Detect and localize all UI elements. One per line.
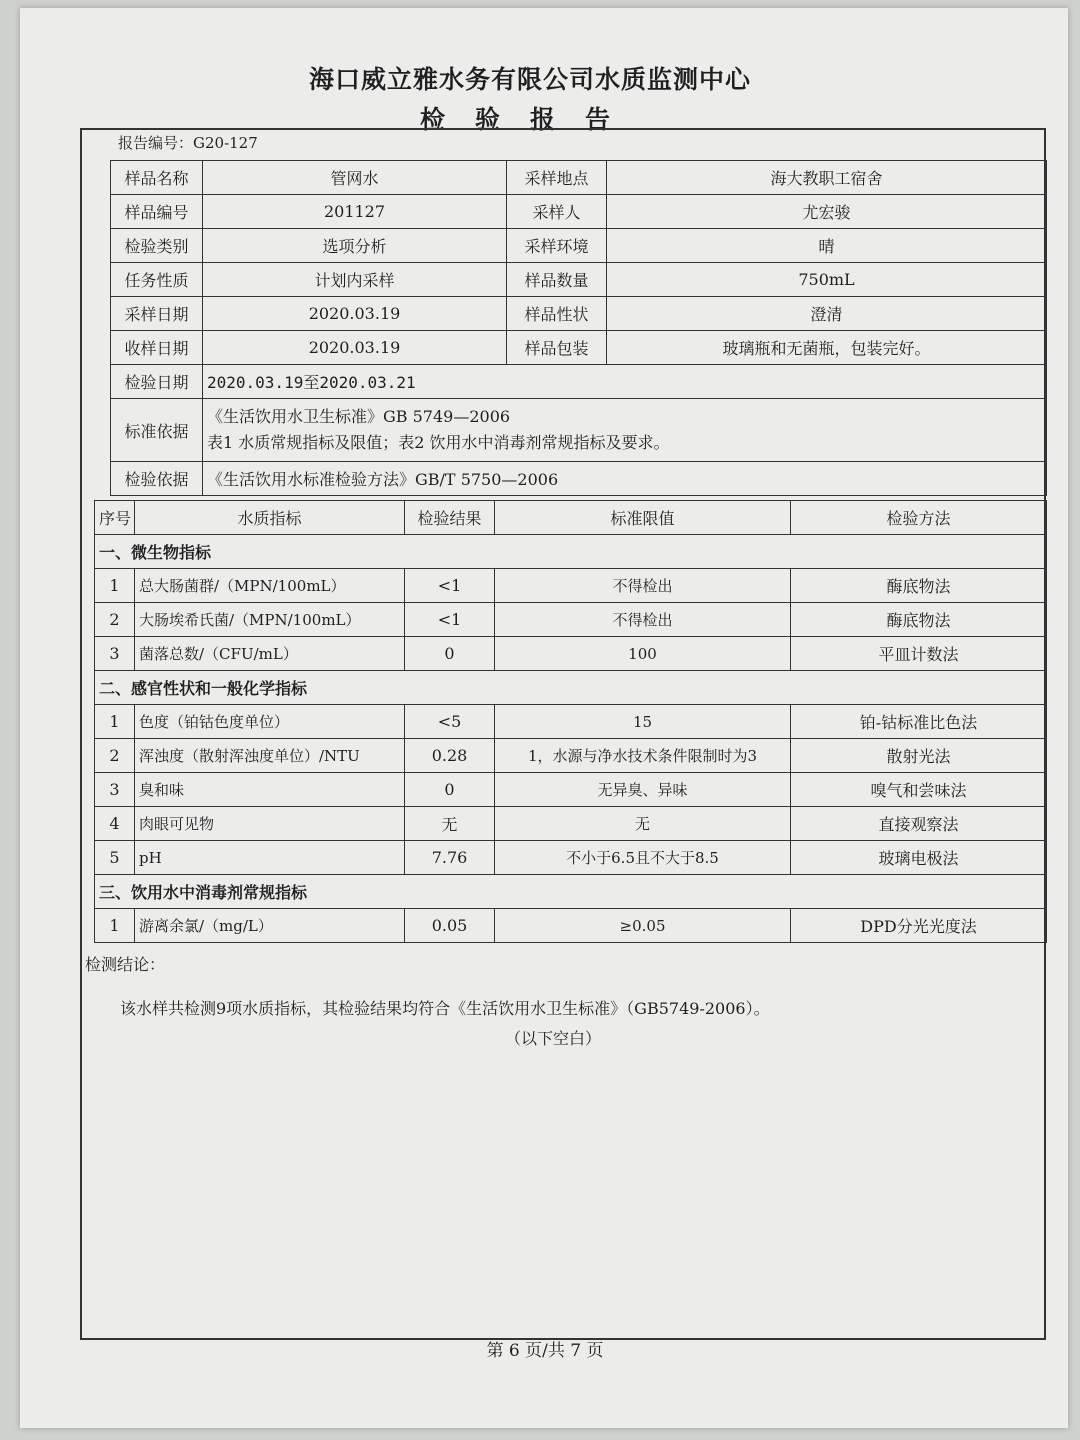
row-item: pH	[135, 841, 405, 875]
table-row	[95, 569, 1047, 603]
info-value: 2020.03.19	[203, 331, 507, 365]
col-header-no: 序号	[95, 501, 135, 535]
col-header-limit: 标准限值	[495, 501, 791, 535]
row-result: 0.05	[405, 909, 495, 943]
info-row	[111, 229, 1047, 263]
row-result: 0	[405, 773, 495, 807]
info-row	[111, 195, 1047, 229]
info-value: 选项分析	[203, 229, 507, 263]
table-row	[95, 807, 1047, 841]
row-item: 游离余氯/（mg/L）	[135, 909, 405, 943]
info-row	[111, 331, 1047, 365]
row-number: 4	[95, 807, 135, 841]
row-limit: 无异臭、异味	[495, 773, 791, 807]
row-method: 酶底物法	[791, 569, 1047, 603]
row-limit: 无	[495, 807, 791, 841]
row-result: 0.28	[405, 739, 495, 773]
row-method: 嗅气和尝味法	[791, 773, 1047, 807]
table-row	[95, 909, 1047, 943]
report-title: 检验报告	[419, 105, 640, 134]
info-label: 样品数量	[507, 263, 607, 297]
row-result: 无	[405, 807, 495, 841]
info-row	[111, 297, 1047, 331]
test-basis-row	[111, 462, 1047, 496]
results-table	[94, 500, 1047, 943]
row-item: 臭和味	[135, 773, 405, 807]
info-label: 样品包装	[507, 331, 607, 365]
results-header-row	[95, 501, 1047, 535]
row-limit: 不得检出	[495, 569, 791, 603]
standard-basis-line2: 表1 水质常规指标及限值；表2 饮用水中消毒剂常规指标及要求。	[207, 433, 670, 452]
table-row	[95, 637, 1047, 671]
standard-basis-line1: 《生活饮用水卫生标准》GB 5749—2006	[207, 407, 511, 426]
row-number: 2	[95, 739, 135, 773]
row-item: 总大肠菌群/（MPN/100mL）	[135, 569, 405, 603]
info-value: 尤宏骏	[607, 195, 1047, 229]
col-header-result: 检验结果	[405, 501, 495, 535]
row-result: 7.76	[405, 841, 495, 875]
info-label: 收样日期	[111, 331, 203, 365]
org-title: 海口威立雅水务有限公司水质监测中心	[308, 65, 751, 94]
info-value: 澄清	[607, 297, 1047, 331]
table-row	[95, 841, 1047, 875]
info-label: 任务性质	[111, 263, 203, 297]
row-method: 铂-钴标准比色法	[791, 705, 1047, 739]
row-method: 散射光法	[791, 739, 1047, 773]
section-row	[95, 535, 1047, 569]
col-header-item: 水质指标	[135, 501, 405, 535]
test-basis-value: 《生活饮用水标准检验方法》GB/T 5750—2006	[203, 462, 1047, 496]
row-method: 酶底物法	[791, 603, 1047, 637]
row-number: 2	[95, 603, 135, 637]
table-row	[95, 603, 1047, 637]
row-item: 浑浊度（散射浑浊度单位）/NTU	[135, 739, 405, 773]
info-value: 2020.03.19	[203, 297, 507, 331]
info-row	[111, 161, 1047, 195]
row-limit: 1，水源与净水技术条件限制时为3	[495, 739, 791, 773]
info-label: 样品编号	[111, 195, 203, 229]
info-label: 采样人	[507, 195, 607, 229]
standard-basis-row	[111, 399, 1047, 462]
row-limit: 不小于6.5且不大于8.5	[495, 841, 791, 875]
test-date-value: 2020.03.19至2020.03.21	[203, 365, 1047, 399]
row-limit: 不得检出	[495, 603, 791, 637]
info-label: 检验类别	[111, 229, 203, 263]
blank-below-note: （以下空白）	[505, 1029, 602, 1048]
info-value: 201127	[203, 195, 507, 229]
info-value: 晴	[607, 229, 1047, 263]
info-value: 750mL	[607, 263, 1047, 297]
info-value: 海大教职工宿舍	[607, 161, 1047, 195]
row-number: 1	[95, 569, 135, 603]
test-date-row	[111, 365, 1047, 399]
info-value: 计划内采样	[203, 263, 507, 297]
info-label: 样品性状	[507, 297, 607, 331]
row-number: 3	[95, 637, 135, 671]
conclusion-text: 该水样共检测9项水质指标，其检验结果均符合《生活饮用水卫生标准》（GB5749-2006）。	[120, 999, 770, 1018]
row-limit: ≥0.05	[495, 909, 791, 943]
row-result: <5	[405, 705, 495, 739]
row-number: 3	[95, 773, 135, 807]
info-row	[111, 263, 1047, 297]
info-label: 采样环境	[507, 229, 607, 263]
row-number: 1	[95, 705, 135, 739]
section-row	[95, 875, 1047, 909]
row-item: 大肠埃希氏菌/（MPN/100mL）	[135, 603, 405, 637]
test-basis-label: 检验依据	[111, 462, 203, 496]
row-method: 直接观察法	[791, 807, 1047, 841]
test-date-label: 检验日期	[111, 365, 203, 399]
section-title: 三、饮用水中消毒剂常规指标	[95, 875, 1047, 909]
info-label: 采样地点	[507, 161, 607, 195]
row-method: DPD分光光度法	[791, 909, 1047, 943]
table-row	[95, 739, 1047, 773]
row-limit: 100	[495, 637, 791, 671]
row-result: 0	[405, 637, 495, 671]
row-result: <1	[405, 603, 495, 637]
row-number: 5	[95, 841, 135, 875]
row-method: 玻璃电极法	[791, 841, 1047, 875]
row-result: <1	[405, 569, 495, 603]
info-value: 玻璃瓶和无菌瓶，包装完好。	[607, 331, 1047, 365]
table-row	[95, 705, 1047, 739]
info-label: 采样日期	[111, 297, 203, 331]
row-item: 色度（铂钴色度单位）	[135, 705, 405, 739]
row-item: 菌落总数/（CFU/mL）	[135, 637, 405, 671]
conclusion-label: 检测结论：	[85, 955, 166, 974]
section-title: 一、微生物指标	[95, 535, 1047, 569]
info-value: 管网水	[203, 161, 507, 195]
row-limit: 15	[495, 705, 791, 739]
section-row	[95, 671, 1047, 705]
report-number: 报告编号：G20-127	[118, 134, 258, 152]
col-header-method: 检验方法	[791, 501, 1047, 535]
row-method: 平皿计数法	[791, 637, 1047, 671]
standard-basis-label: 标准依据	[111, 399, 203, 462]
row-item: 肉眼可见物	[135, 807, 405, 841]
sample-info-table	[110, 160, 1047, 496]
row-number: 1	[95, 909, 135, 943]
info-label: 样品名称	[111, 161, 203, 195]
section-title: 二、感官性状和一般化学指标	[95, 671, 1047, 705]
table-row	[95, 773, 1047, 807]
page-footer: 第 6 页/共 7 页	[486, 1341, 604, 1361]
